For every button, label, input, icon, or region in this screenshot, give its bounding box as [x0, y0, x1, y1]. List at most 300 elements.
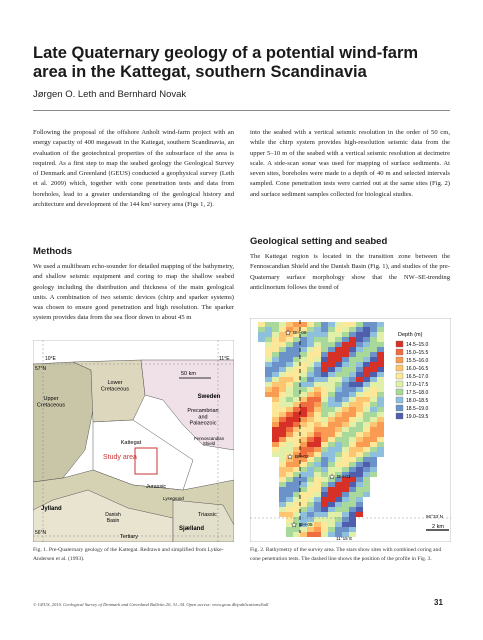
bathymetry-cell [307, 412, 314, 417]
bathymetry-cell [321, 327, 328, 332]
bathymetry-cell [300, 407, 307, 412]
bathymetry-cell [300, 422, 307, 427]
bathymetry-cell [300, 532, 307, 537]
bathymetry-cell [265, 392, 272, 397]
bathymetry-cell [335, 332, 342, 337]
bathymetry-cell [279, 467, 286, 472]
bathymetry-cell [356, 402, 363, 407]
bathymetry-cell [342, 337, 349, 342]
bathymetry-cell [272, 412, 279, 417]
bathymetry-cell [314, 532, 321, 537]
bathymetry-cell [293, 532, 300, 537]
bathymetry-cell [342, 402, 349, 407]
bathymetry-cell [342, 437, 349, 442]
bathymetry-cell [349, 357, 356, 362]
legend-label: 14.5–15.0 [406, 342, 429, 348]
bathymetry-cell [377, 432, 384, 437]
bathymetry-cell [321, 452, 328, 457]
bathymetry-cell [321, 527, 328, 532]
bathymetry-cell [335, 527, 342, 532]
bathymetry-cell [328, 377, 335, 382]
bathymetry-cell [335, 487, 342, 492]
legend-swatch [396, 389, 403, 395]
bathymetry-cell [328, 457, 335, 462]
legend-label: 15.5–16.0 [406, 358, 429, 364]
bathymetry-cell [307, 337, 314, 342]
legend-swatch [396, 341, 403, 347]
bathymetry-cell [328, 337, 335, 342]
bathymetry-cell [377, 377, 384, 382]
bathymetry-cell [279, 322, 286, 327]
bathymetry-cell [377, 422, 384, 427]
bathymetry-cell [314, 427, 321, 432]
bathymetry-cell [321, 487, 328, 492]
bathymetry-cell [363, 442, 370, 447]
bathymetry-cell [286, 342, 293, 347]
label-fennoscandian: Fennoscandian Shield [193, 436, 225, 447]
bathymetry-cell [349, 322, 356, 327]
bathymetry-cell [286, 447, 293, 452]
bathymetry-cell [377, 327, 384, 332]
bathymetry-cell [342, 367, 349, 372]
bathymetry-cell [349, 337, 356, 342]
bathymetry-cell [356, 502, 363, 507]
bathymetry-cell [370, 447, 377, 452]
bathymetry-cell [342, 527, 349, 532]
bathymetry-cell [328, 492, 335, 497]
bathymetry-cell [356, 322, 363, 327]
bathymetry-cell [279, 402, 286, 407]
bathymetry-cell [377, 372, 384, 377]
bathymetry-cell [342, 327, 349, 332]
bathymetry-cell [335, 462, 342, 467]
bathymetry-cell [356, 427, 363, 432]
bathymetry-cell [349, 422, 356, 427]
bathymetry-cell [279, 462, 286, 467]
bathymetry-cell [314, 457, 321, 462]
bathymetry-cell [370, 437, 377, 442]
site-label: BH-09 [293, 331, 307, 336]
bathymetry-cell [258, 322, 265, 327]
bathymetry-cell [349, 517, 356, 522]
label-upper-cretaceous: Upper Cretaceous [36, 396, 66, 409]
bathymetry-cell [363, 447, 370, 452]
bathymetry-cell [314, 487, 321, 492]
bathymetry-cell [321, 472, 328, 477]
bathymetry-cell [265, 367, 272, 372]
bathymetry-cell [293, 492, 300, 497]
bathymetry-cell [342, 492, 349, 497]
bathymetry-cell [279, 432, 286, 437]
bathymetry-cell [349, 502, 356, 507]
bathymetry-cell [363, 322, 370, 327]
bathymetry-cell [300, 447, 307, 452]
bathymetry-cell [307, 447, 314, 452]
methods-paragraph: We used a multibeam echo-sounder for detailed mapping of the bathymetry, and shallow seismic equipment and coring to map the shallow seabed geology including the distribution and thickness of the main geological units. A combination of two seismic devices (chirp and sparker systems) was chosen to ensure good penetration and high resolution. The sparker system provides data from the sea floor down to about 45 m [33, 263, 234, 322]
bathymetry-cell [328, 347, 335, 352]
bathymetry-cell [363, 412, 370, 417]
bathymetry-cell [342, 392, 349, 397]
bathymetry-cell [349, 512, 356, 517]
bathymetry-cell [314, 382, 321, 387]
bathymetry-cell [300, 367, 307, 372]
bathymetry-cell [342, 432, 349, 437]
bathymetry-cell [335, 422, 342, 427]
bathymetry-cell [314, 507, 321, 512]
bathymetry-cell [335, 362, 342, 367]
bathymetry-cell [293, 442, 300, 447]
bathymetry-cell [279, 382, 286, 387]
bathymetry-cell [300, 397, 307, 402]
bathymetry-cell [272, 357, 279, 362]
lat-label: 56°33´N [426, 514, 443, 519]
geological-setting-paragraph: The Kattegat region is located in the transition zone between the Fennoscandian Shield and the Danish Basin (Fig. 1), and studies of the pre-Quaternary surface morphology show that the NW–SE-trending anticlinorium follows the trend of [250, 253, 450, 291]
bathymetry-cell [293, 387, 300, 392]
bathymetry-cell [335, 352, 342, 357]
bathymetry-cell [321, 477, 328, 482]
bathymetry-cell [321, 432, 328, 437]
bathymetry-cell [279, 487, 286, 492]
bathymetry-cell [370, 392, 377, 397]
bathymetry-cell [279, 482, 286, 487]
bathymetry-cell [307, 517, 314, 522]
bathymetry-cell [356, 437, 363, 442]
bathymetry-cell [328, 432, 335, 437]
bathymetry-cell [314, 497, 321, 502]
bathymetry-cell [300, 347, 307, 352]
bathymetry-cell [377, 397, 384, 402]
bathymetry-cell [328, 527, 335, 532]
bathymetry-cell [314, 397, 321, 402]
bathymetry-cell [272, 417, 279, 422]
bathymetry-cell [307, 507, 314, 512]
figure-1-map [33, 340, 234, 542]
bathymetry-cell [356, 462, 363, 467]
bathymetry-cell [328, 452, 335, 457]
bathymetry-cell [342, 387, 349, 392]
lon-10-label: 10°E [45, 356, 56, 362]
bathymetry-cell [300, 482, 307, 487]
bathymetry-cell [363, 397, 370, 402]
bathymetry-cell [342, 362, 349, 367]
bathymetry-cell [335, 412, 342, 417]
bathymetry-cell [349, 347, 356, 352]
bathymetry-cell [314, 447, 321, 452]
bathymetry-cell [286, 407, 293, 412]
bathymetry-cell [307, 352, 314, 357]
bathymetry-cell [314, 502, 321, 507]
bathymetry-cell [314, 332, 321, 337]
bathymetry-cell [286, 532, 293, 537]
bathymetry-cell [335, 467, 342, 472]
bathymetry-cell [377, 342, 384, 347]
bathymetry-cell [314, 492, 321, 497]
bathymetry-cell [335, 392, 342, 397]
bathymetry-cell [342, 382, 349, 387]
bathymetry-cell [321, 462, 328, 467]
bathymetry-cell [349, 492, 356, 497]
bathymetry-cell [321, 397, 328, 402]
bathymetry-cell [293, 417, 300, 422]
bathymetry-cell [307, 387, 314, 392]
bathymetry-cell [335, 457, 342, 462]
bathymetry-cell [363, 462, 370, 467]
bathymetry-cell [335, 387, 342, 392]
bathymetry-cell [279, 342, 286, 347]
bathymetry-cell [349, 432, 356, 437]
bathymetry-cell [363, 487, 370, 492]
bathymetry-cell [328, 352, 335, 357]
label-triassic: Triassic [198, 512, 217, 518]
bathymetry-cell [272, 347, 279, 352]
bathymetry-cell [356, 452, 363, 457]
bathymetry-cell [314, 467, 321, 472]
bathymetry-cell [349, 392, 356, 397]
bathymetry-cell [286, 442, 293, 447]
bathymetry-cell [328, 412, 335, 417]
bathymetry-cell [342, 502, 349, 507]
bathymetry-cell [335, 372, 342, 377]
bathymetry-cell [328, 372, 335, 377]
bathymetry-cell [286, 367, 293, 372]
bathymetry-cell [300, 467, 307, 472]
bathymetry-cell [356, 407, 363, 412]
legend-label: 18.0–18.5 [406, 398, 429, 404]
bathymetry-cell [328, 462, 335, 467]
bathymetry-cell [342, 322, 349, 327]
bathymetry-cell [307, 422, 314, 427]
bathymetry-cell [307, 427, 314, 432]
bathymetry-cell [342, 497, 349, 502]
bathymetry-cell [328, 467, 335, 472]
bathymetry-cell [342, 347, 349, 352]
bathymetry-cell [370, 342, 377, 347]
bathymetry-cell [335, 502, 342, 507]
bathymetry-cell [272, 447, 279, 452]
bathymetry-cell [356, 507, 363, 512]
bathymetry-cell [321, 387, 328, 392]
bathymetry-cell [321, 437, 328, 442]
bathymetry-cell [300, 417, 307, 422]
bathymetry-cell [314, 417, 321, 422]
bathymetry-cell [335, 337, 342, 342]
bathymetry-cell [293, 372, 300, 377]
bathymetry-cell [335, 437, 342, 442]
bathymetry-cell [342, 422, 349, 427]
bathymetry-cell [286, 382, 293, 387]
bathymetry-cell [370, 337, 377, 342]
bathymetry-cell [300, 387, 307, 392]
bathymetry-cell [328, 387, 335, 392]
legend-swatch [396, 365, 403, 371]
bathymetry-cell [307, 417, 314, 422]
lon-label: 11°15´E [336, 536, 353, 541]
bathymetry-cell [328, 422, 335, 427]
scale-label: 50 km [181, 371, 196, 377]
bathymetry-cell [314, 372, 321, 377]
bathymetry-cell [363, 427, 370, 432]
bathymetry-cell [363, 392, 370, 397]
site-star-icon: ★ [290, 522, 298, 529]
bathymetry-cell [279, 397, 286, 402]
bathymetry-cell [300, 362, 307, 367]
bathymetry-cell [307, 397, 314, 402]
bathymetry-cell [377, 407, 384, 412]
bathymetry-cell [349, 452, 356, 457]
site-star-icon: ★ [284, 330, 292, 337]
bathymetry-cell [349, 362, 356, 367]
lat-57-label: 57°N [35, 366, 47, 372]
bathymetry-cell [300, 442, 307, 447]
bathymetry-cell [356, 487, 363, 492]
bathymetry-cell [314, 387, 321, 392]
bathymetry-cell [286, 417, 293, 422]
bathymetry-cell [321, 377, 328, 382]
bathymetry-cell [328, 482, 335, 487]
bathymetry-cell [321, 367, 328, 372]
bathymetry-cell [307, 392, 314, 397]
bathymetry-cell [321, 492, 328, 497]
bathymetry-cell [363, 377, 370, 382]
bathymetry-cell [321, 517, 328, 522]
bathymetry-cell [363, 372, 370, 377]
bathymetry-cell [377, 352, 384, 357]
bathymetry-cell [279, 477, 286, 482]
bathymetry-cell [314, 527, 321, 532]
bathymetry-cell [335, 327, 342, 332]
bathymetry-cell [307, 472, 314, 477]
bathymetry-cell [286, 492, 293, 497]
bathymetry-cell [321, 347, 328, 352]
bathymetry-cell [356, 457, 363, 462]
bathymetry-cell [265, 347, 272, 352]
bathymetry-cell [307, 322, 314, 327]
bathymetry-cell [286, 357, 293, 362]
bathymetry-cell [314, 437, 321, 442]
bathymetry-cell [377, 332, 384, 337]
bathymetry-cell [279, 512, 286, 517]
bathymetry-cell [265, 377, 272, 382]
bathymetry-cell [300, 342, 307, 347]
legend-label: 17.5–18.0 [406, 390, 429, 396]
bathymetry-cell [272, 422, 279, 427]
bathymetry-cell [328, 517, 335, 522]
bathymetry-cell [342, 507, 349, 512]
page-number: 31 [434, 598, 443, 607]
bathymetry-cell [272, 432, 279, 437]
bathymetry-cell [314, 392, 321, 397]
bathymetry-cell [370, 387, 377, 392]
bathymetry-cell [279, 387, 286, 392]
bathymetry-cell [328, 532, 335, 537]
bathymetry-cell [370, 357, 377, 362]
bathymetry-cell [279, 452, 286, 457]
bathymetry-cell [370, 472, 377, 477]
bathymetry-cell [356, 347, 363, 352]
bathymetry-cell [293, 342, 300, 347]
bathymetry-cell [370, 462, 377, 467]
bathymetry-cell [293, 507, 300, 512]
bathymetry-cell [363, 367, 370, 372]
bathymetry-cell [293, 447, 300, 452]
bathymetry-cell [314, 412, 321, 417]
bathymetry-cell [377, 322, 384, 327]
bathymetry-cell [328, 367, 335, 372]
site-star-icon: ★ [328, 474, 336, 481]
bathymetry-cell [279, 337, 286, 342]
bathymetry-cell [342, 357, 349, 362]
bathymetry-cell [307, 367, 314, 372]
bathymetry-cell [335, 342, 342, 347]
site-star-icon: ★ [286, 454, 294, 461]
bathymetry-cell [342, 467, 349, 472]
bathymetry-cell [370, 347, 377, 352]
bathymetry-cell [314, 322, 321, 327]
header-rule [33, 110, 450, 111]
bathymetry-cell [342, 352, 349, 357]
bathymetry-cell [286, 322, 293, 327]
bathymetry-cell [377, 452, 384, 457]
bathymetry-cell [286, 482, 293, 487]
bathymetry-cell [349, 387, 356, 392]
bathymetry-cell [335, 397, 342, 402]
bathymetry-cell [349, 527, 356, 532]
bathymetry-cell [349, 377, 356, 382]
bathymetry-cell [265, 362, 272, 367]
bathymetry-cell [300, 517, 307, 522]
bathymetry-cell [335, 482, 342, 487]
bathymetry-cell [370, 352, 377, 357]
label-study-area: Study area [103, 454, 137, 461]
bathymetry-cell [363, 432, 370, 437]
bathymetry-cell [314, 337, 321, 342]
bathymetry-cell [314, 472, 321, 477]
bathymetry-cell [321, 407, 328, 412]
label-jylland: Jylland [41, 506, 62, 512]
figure-2-bathymetry [250, 318, 451, 542]
geological-setting-heading: Geological setting and seabed [250, 236, 388, 247]
bathymetry-cell [293, 352, 300, 357]
bathymetry-cell [321, 382, 328, 387]
bathymetry-cell [265, 322, 272, 327]
bathymetry-cell [279, 492, 286, 497]
site-label: BH-05 [299, 523, 313, 528]
bathymetry-cell [258, 327, 265, 332]
bathymetry-cell [328, 522, 335, 527]
bathymetry-cell [377, 392, 384, 397]
label-sjaelland: Sjælland [179, 526, 205, 532]
bathymetry-cell [335, 512, 342, 517]
bathymetry-cell [370, 417, 377, 422]
bathymetry-cell [300, 357, 307, 362]
bathymetry-cell [279, 407, 286, 412]
bathymetry-cell [342, 407, 349, 412]
bathymetry-cell [286, 402, 293, 407]
bathymetry-cell [356, 332, 363, 337]
bathymetry-cell [307, 357, 314, 362]
bathymetry-cell [272, 387, 279, 392]
bathymetry-cell [321, 372, 328, 377]
bathymetry-cell [321, 332, 328, 337]
bathymetry-cell [335, 442, 342, 447]
bathymetry-cell [286, 422, 293, 427]
bathymetry-cell [265, 332, 272, 337]
bathymetry-cell [363, 327, 370, 332]
bathymetry-cell [293, 462, 300, 467]
bathymetry-cell [370, 452, 377, 457]
bathymetry-cell [293, 322, 300, 327]
bathymetry-cell [377, 412, 384, 417]
